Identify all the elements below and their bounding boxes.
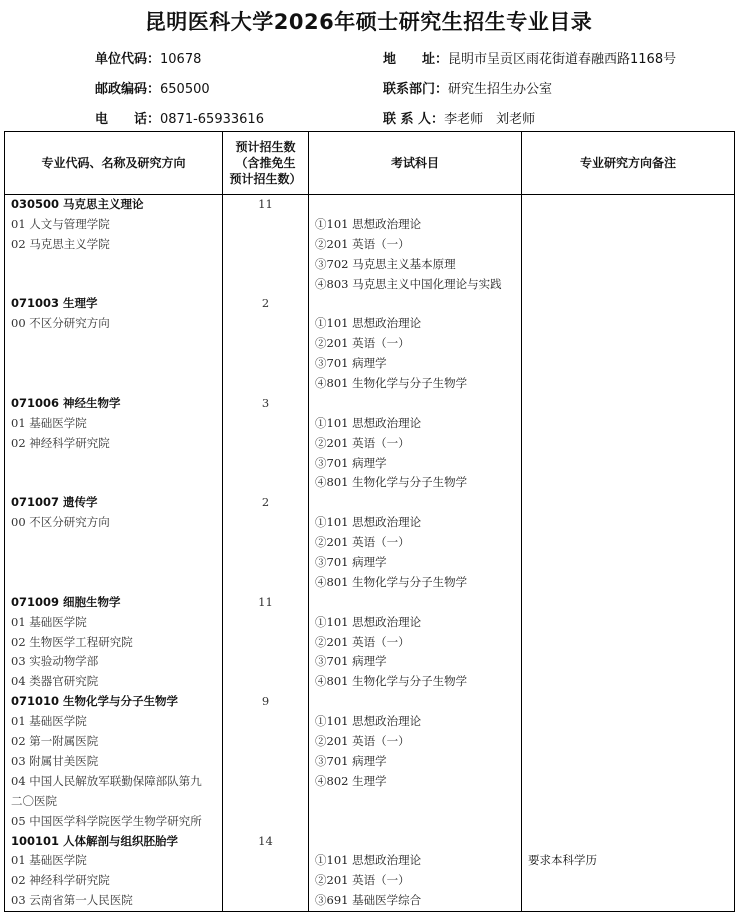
quota-value — [223, 613, 308, 633]
exam-subject: ①101 思想政治理论 — [315, 515, 422, 530]
header-notes: 专业研究方向备注 — [522, 132, 735, 195]
quota-value — [223, 553, 308, 573]
direction-note — [522, 394, 734, 414]
direction-note — [522, 812, 734, 832]
quota-value — [223, 215, 308, 235]
contact-value: 李老师 刘老师 — [444, 112, 536, 127]
research-direction — [5, 354, 222, 374]
exam-subject: ④801 生物化学与分子生物学 — [315, 475, 468, 490]
exam-subject: ③701 病理学 — [315, 555, 387, 570]
research-direction — [5, 454, 222, 474]
exam-subject: ③701 病理学 — [315, 356, 387, 371]
page-title: 昆明医科大学2026年硕士研究生招生专业目录 — [144, 10, 593, 34]
direction-note — [522, 613, 734, 633]
quota-value: 14 — [258, 833, 273, 848]
direction-note — [522, 652, 734, 672]
exam-subject: ③701 病理学 — [315, 654, 387, 669]
major-name: 071007 遗传学 — [11, 495, 98, 510]
postal-code — [95, 78, 210, 97]
quota-value: 3 — [261, 395, 270, 410]
research-direction — [5, 553, 222, 573]
unit-code-label: 单位代码： — [95, 52, 161, 67]
quota-value — [223, 732, 308, 752]
exam-subject — [309, 593, 521, 613]
major-name: 071009 细胞生物学 — [11, 594, 121, 609]
header-major: 专业代码、名称及研究方向 — [5, 132, 223, 195]
phone-label: 电 话： — [95, 112, 161, 127]
quota-value: 2 — [261, 495, 270, 510]
exam-subject: ③701 病理学 — [315, 455, 387, 470]
direction-note — [522, 454, 734, 474]
header-exam: 考试科目 — [309, 132, 522, 195]
research-direction: 05 中国医学科学院医学生物学研究所 — [11, 813, 202, 828]
research-direction: 02 神经科学研究院 — [11, 873, 110, 888]
direction-note — [522, 195, 734, 215]
direction-note — [522, 473, 734, 493]
exam-subject: ①101 思想政治理论 — [315, 216, 422, 231]
quota-value — [223, 812, 308, 832]
quota-value: 11 — [258, 594, 273, 609]
quota-value — [223, 513, 308, 533]
quota-value — [223, 255, 308, 275]
major-column — [5, 195, 223, 912]
direction-note — [522, 374, 734, 394]
quota-value — [223, 672, 308, 692]
address — [383, 48, 676, 67]
direction-note — [522, 553, 734, 573]
research-direction — [5, 275, 222, 295]
exam-subject: ③691 基础医学综合 — [315, 893, 422, 908]
direction-note — [522, 832, 734, 852]
exam-subject: ①101 思想政治理论 — [315, 614, 422, 629]
research-direction: 00 不区分研究方向 — [11, 316, 110, 331]
dept-value: 研究生招生办公室 — [448, 82, 553, 97]
quota-value — [223, 851, 308, 871]
direction-note — [522, 414, 734, 434]
exam-subject: ②201 英语（一） — [315, 535, 410, 550]
quota-value — [223, 533, 308, 553]
quota-column — [223, 195, 309, 912]
exam-subject: ②201 英语（一） — [315, 435, 410, 450]
exam-subject: ①101 思想政治理论 — [315, 415, 422, 430]
phone-value: 0871-65933616 — [160, 112, 264, 127]
direction-note: 要求本科学历 — [528, 853, 597, 868]
direction-note — [522, 354, 734, 374]
research-direction — [5, 573, 222, 593]
direction-note — [522, 712, 734, 732]
quota-value — [223, 473, 308, 493]
exam-subject — [309, 493, 521, 513]
major-name: 100101 人体解剖与组织胚胎学 — [11, 833, 179, 848]
quota-value — [223, 752, 308, 772]
exam-subject: ①101 思想政治理论 — [315, 316, 422, 331]
quota-value — [223, 235, 308, 255]
quota-value — [223, 891, 308, 911]
direction-note — [522, 493, 734, 513]
quota-value — [223, 573, 308, 593]
research-direction: 03 附属甘美医院 — [11, 753, 99, 768]
direction-note — [522, 314, 734, 334]
quota-value — [223, 374, 308, 394]
direction-note — [522, 255, 734, 275]
header-quota-line1: 预计招生数 — [235, 140, 296, 154]
notes-column — [522, 195, 735, 912]
postal-value: 650500 — [160, 82, 210, 97]
research-direction: 02 生物医学工程研究院 — [11, 634, 133, 649]
major-name: 071010 生物化学与分子生物学 — [11, 694, 179, 709]
research-direction: 01 基础医学院 — [11, 853, 87, 868]
exam-subject: ②201 英语（一） — [315, 873, 410, 888]
contact-label: 联 系 人： — [383, 112, 445, 127]
quota-value — [223, 275, 308, 295]
quota-value — [223, 772, 308, 792]
exam-subject: ④801 生物化学与分子生物学 — [315, 376, 468, 391]
quota-value: 9 — [261, 694, 270, 709]
table-header-row — [5, 132, 735, 195]
research-direction — [5, 533, 222, 553]
exam-subject: ①101 思想政治理论 — [315, 853, 422, 868]
quota-value — [223, 633, 308, 653]
research-direction: 02 神经科学研究院 — [11, 435, 110, 450]
unit-code — [95, 48, 201, 67]
exam-subject: ①101 思想政治理论 — [315, 714, 422, 729]
quota-value — [223, 454, 308, 474]
exam-subject — [309, 195, 521, 215]
direction-note — [522, 573, 734, 593]
exam-subject: ④802 生理学 — [315, 773, 387, 788]
research-direction — [5, 334, 222, 354]
exam-subject: ③701 病理学 — [315, 753, 387, 768]
direction-note — [522, 513, 734, 533]
contact-dept — [383, 78, 552, 97]
header-quota — [223, 132, 309, 195]
exam-subject — [309, 832, 521, 852]
research-direction: 04 中国人民解放军联勤保障部队第九 — [11, 773, 202, 788]
direction-note — [522, 593, 734, 613]
research-direction: 二〇医院 — [11, 793, 57, 808]
exam-subject: ④803 马克思主义中国化理论与实践 — [315, 276, 502, 291]
exam-subject: ②201 英语（一） — [315, 734, 410, 749]
quota-value: 11 — [258, 197, 273, 211]
research-direction: 01 基础医学院 — [11, 714, 87, 729]
research-direction: 02 马克思主义学院 — [11, 236, 110, 251]
research-direction: 04 类器官研究院 — [11, 674, 99, 689]
exam-subject: ④801 生物化学与分子生物学 — [315, 674, 468, 689]
exam-subject — [309, 394, 521, 414]
dept-label: 联系部门： — [383, 82, 449, 97]
direction-note — [522, 215, 734, 235]
table-body-row — [5, 195, 735, 912]
exam-subject — [309, 792, 521, 812]
exam-subject — [309, 294, 521, 314]
quota-value — [223, 414, 308, 434]
research-direction: 01 基础医学院 — [11, 415, 87, 430]
research-direction — [5, 374, 222, 394]
exam-subject: ②201 英语（一） — [315, 336, 410, 351]
direction-note — [522, 692, 734, 712]
direction-note — [522, 434, 734, 454]
major-name: 030500 马克思主义理论 — [11, 197, 144, 211]
exam-subject — [309, 692, 521, 712]
address-value: 昆明市呈贡区雨花街道春融西路1168号 — [448, 52, 677, 67]
direction-note — [522, 235, 734, 255]
phone — [95, 108, 264, 127]
direction-note — [522, 672, 734, 692]
direction-note — [522, 533, 734, 553]
direction-note — [522, 752, 734, 772]
quota-value — [223, 652, 308, 672]
quota-value — [223, 792, 308, 812]
exam-subject: ④801 生物化学与分子生物学 — [315, 574, 468, 589]
quota-value — [223, 434, 308, 454]
research-direction — [5, 473, 222, 493]
exam-column — [309, 195, 522, 912]
header-quota-line2: （含推免生 — [235, 156, 296, 170]
quota-value — [223, 334, 308, 354]
catalog-table — [4, 131, 735, 912]
exam-subject: ②201 英语（一） — [315, 634, 410, 649]
major-name: 071003 生理学 — [11, 296, 98, 311]
direction-note — [522, 871, 734, 891]
exam-subject — [309, 812, 521, 832]
direction-note — [522, 792, 734, 812]
address-label: 地 址： — [383, 52, 449, 67]
direction-note — [522, 732, 734, 752]
research-direction: 01 人文与管理学院 — [11, 216, 110, 231]
research-direction: 03 实验动物学部 — [11, 654, 99, 669]
direction-note — [522, 772, 734, 792]
research-direction: 02 第一附属医院 — [11, 734, 99, 749]
quota-value — [223, 871, 308, 891]
unit-code-value: 10678 — [160, 52, 202, 67]
direction-note — [522, 334, 734, 354]
direction-note — [522, 891, 734, 911]
direction-note — [522, 275, 734, 295]
quota-value — [223, 354, 308, 374]
exam-subject: ③702 马克思主义基本原理 — [315, 256, 456, 271]
quota-value — [223, 314, 308, 334]
research-direction: 01 基础医学院 — [11, 614, 87, 629]
exam-subject: ②201 英语（一） — [315, 236, 410, 251]
research-direction: 00 不区分研究方向 — [11, 515, 110, 530]
direction-note — [522, 633, 734, 653]
postal-label: 邮政编码： — [95, 82, 161, 97]
quota-value: 2 — [261, 296, 270, 311]
research-direction: 03 云南省第一人民医院 — [11, 893, 133, 908]
quota-value — [223, 712, 308, 732]
direction-note — [522, 294, 734, 314]
header-quota-line3: 预计招生数） — [229, 172, 302, 186]
contact-person — [383, 108, 535, 127]
research-direction — [5, 255, 222, 275]
major-name: 071006 神经生物学 — [11, 395, 121, 410]
